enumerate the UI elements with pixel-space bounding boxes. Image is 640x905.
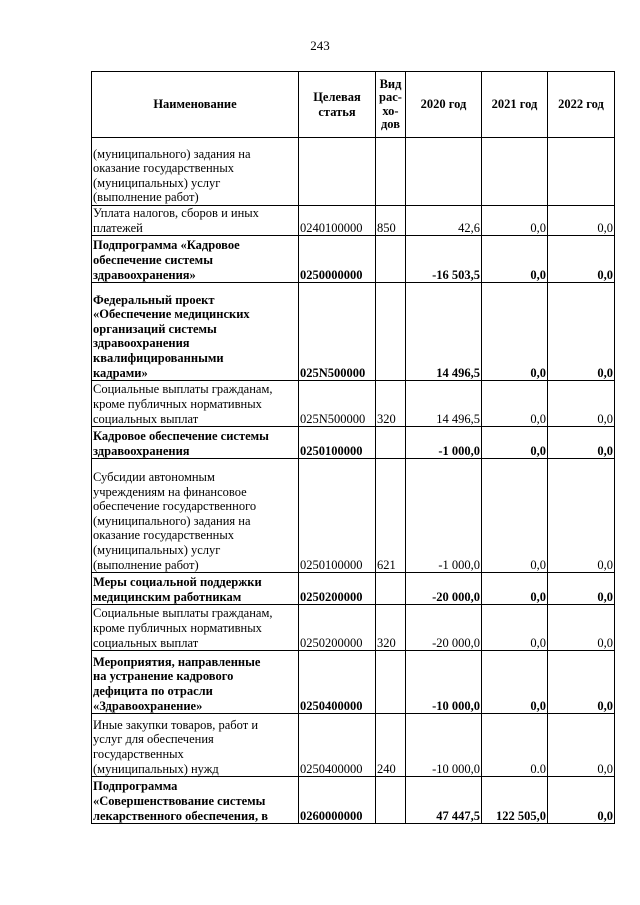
table-row bbox=[92, 777, 615, 824]
cell-code: 0250200000 bbox=[299, 605, 376, 651]
cell-code: 0260000000 bbox=[299, 777, 376, 824]
header-row bbox=[92, 72, 615, 138]
table-row bbox=[92, 605, 615, 651]
cell-code: 0240100000 bbox=[299, 206, 376, 236]
table-row bbox=[92, 138, 615, 206]
cell-y2021 bbox=[482, 138, 548, 206]
cell-y2020: -1 000,0 bbox=[406, 427, 482, 459]
table-row bbox=[92, 206, 615, 236]
cell-name: Социальные выплаты гражданам, кроме публичных нормативных социальных выплат bbox=[92, 381, 299, 427]
cell-code: 0250400000 bbox=[299, 651, 376, 714]
cell-vid bbox=[376, 138, 406, 206]
table-row bbox=[92, 573, 615, 605]
cell-y2021: 0,0 bbox=[482, 427, 548, 459]
cell-vid: 320 bbox=[376, 381, 406, 427]
cell-name: Субсидии автономным учреждениям на финансовое обеспечение государственного (муниципального) задания на оказание государственных (муниципальных) услуг (выполнение работ) bbox=[92, 459, 299, 573]
cell-y2022: 0,0 bbox=[548, 381, 615, 427]
cell-y2021: 0,0 bbox=[482, 573, 548, 605]
cell-vid: 320 bbox=[376, 605, 406, 651]
cell-y2022: 0,0 bbox=[548, 605, 615, 651]
budget-table bbox=[91, 71, 615, 824]
cell-y2021: 0,0 bbox=[482, 605, 548, 651]
table-row bbox=[92, 283, 615, 381]
cell-y2021: 0,0 bbox=[482, 381, 548, 427]
table-row bbox=[92, 381, 615, 427]
cell-name: Меры социальной поддержки медицинским работникам bbox=[92, 573, 299, 605]
cell-y2020: 47 447,5 bbox=[406, 777, 482, 824]
table-row bbox=[92, 651, 615, 714]
cell-y2020: -16 503,5 bbox=[406, 236, 482, 283]
cell-code: 025N500000 bbox=[299, 381, 376, 427]
cell-y2020: 42,6 bbox=[406, 206, 482, 236]
cell-name: Иные закупки товаров, работ и услуг для обеспечения государственных (муниципальных) нужд bbox=[92, 714, 299, 777]
cell-code bbox=[299, 138, 376, 206]
cell-vid: 240 bbox=[376, 714, 406, 777]
cell-y2021: 0,0 bbox=[482, 206, 548, 236]
cell-code: 0250100000 bbox=[299, 459, 376, 573]
cell-name: (муниципального) задания на оказание государственных (муниципальных) услуг (выполнение работ) bbox=[92, 138, 299, 206]
cell-y2020: 14 496,5 bbox=[406, 283, 482, 381]
cell-code: 0250400000 bbox=[299, 714, 376, 777]
cell-vid bbox=[376, 651, 406, 714]
cell-name: Мероприятия, направленные на устранение кадрового дефицита по отрасли «Здравоохранение» bbox=[92, 651, 299, 714]
cell-name: Подпрограмма «Кадровое обеспечение системы здравоохранения» bbox=[92, 236, 299, 283]
cell-y2022: 0,0 bbox=[548, 283, 615, 381]
cell-y2021: 122 505,0 bbox=[482, 777, 548, 824]
cell-name: Уплата налогов, сборов и иных платежей bbox=[92, 206, 299, 236]
cell-y2021: 0,0 bbox=[482, 651, 548, 714]
cell-vid: 621 bbox=[376, 459, 406, 573]
cell-y2021: 0,0 bbox=[482, 236, 548, 283]
cell-code: 025N500000 bbox=[299, 283, 376, 381]
cell-y2022: 0,0 bbox=[548, 459, 615, 573]
cell-y2021: 0,0 bbox=[482, 459, 548, 573]
header-2021: 2021 год bbox=[482, 72, 548, 138]
cell-y2022: 0,0 bbox=[548, 236, 615, 283]
header-2022: 2022 год bbox=[548, 72, 615, 138]
table-row bbox=[92, 427, 615, 459]
cell-name: Кадровое обеспечение системы здравоохранения bbox=[92, 427, 299, 459]
header-name: Наименование bbox=[92, 72, 299, 138]
cell-vid bbox=[376, 236, 406, 283]
cell-y2020: 14 496,5 bbox=[406, 381, 482, 427]
cell-name: Социальные выплаты гражданам, кроме публичных нормативных социальных выплат bbox=[92, 605, 299, 651]
header-2020: 2020 год bbox=[406, 72, 482, 138]
cell-y2022 bbox=[548, 138, 615, 206]
cell-y2020: -10 000,0 bbox=[406, 651, 482, 714]
table-row bbox=[92, 714, 615, 777]
header-target: Целевая статья bbox=[299, 72, 376, 138]
cell-y2022: 0,0 bbox=[548, 206, 615, 236]
header-vid: Вид рас- хо- дов bbox=[376, 72, 406, 138]
cell-name: Подпрограмма «Совершенствование системы лекарственного обеспечения, в bbox=[92, 777, 299, 824]
cell-vid bbox=[376, 573, 406, 605]
cell-code: 0250200000 bbox=[299, 573, 376, 605]
table-row bbox=[92, 459, 615, 573]
cell-y2022: 0,0 bbox=[548, 714, 615, 777]
cell-vid bbox=[376, 283, 406, 381]
cell-y2022: 0,0 bbox=[548, 777, 615, 824]
page-number: 243 bbox=[310, 38, 330, 53]
cell-code: 0250000000 bbox=[299, 236, 376, 283]
cell-y2021: 0,0 bbox=[482, 283, 548, 381]
cell-y2022: 0,0 bbox=[548, 651, 615, 714]
cell-y2020: -10 000,0 bbox=[406, 714, 482, 777]
cell-y2022: 0,0 bbox=[548, 427, 615, 459]
cell-vid: 850 bbox=[376, 206, 406, 236]
cell-y2020: -20 000,0 bbox=[406, 573, 482, 605]
cell-y2020: -1 000,0 bbox=[406, 459, 482, 573]
table-row bbox=[92, 236, 615, 283]
cell-name: Федеральный проект «Обеспечение медицинских организаций системы здравоохранения квалифицированными кадрами» bbox=[92, 283, 299, 381]
cell-y2020: -20 000,0 bbox=[406, 605, 482, 651]
cell-y2022: 0,0 bbox=[548, 573, 615, 605]
cell-vid bbox=[376, 777, 406, 824]
cell-y2020 bbox=[406, 138, 482, 206]
cell-code: 0250100000 bbox=[299, 427, 376, 459]
cell-y2021: 0.0 bbox=[482, 714, 548, 777]
cell-vid bbox=[376, 427, 406, 459]
